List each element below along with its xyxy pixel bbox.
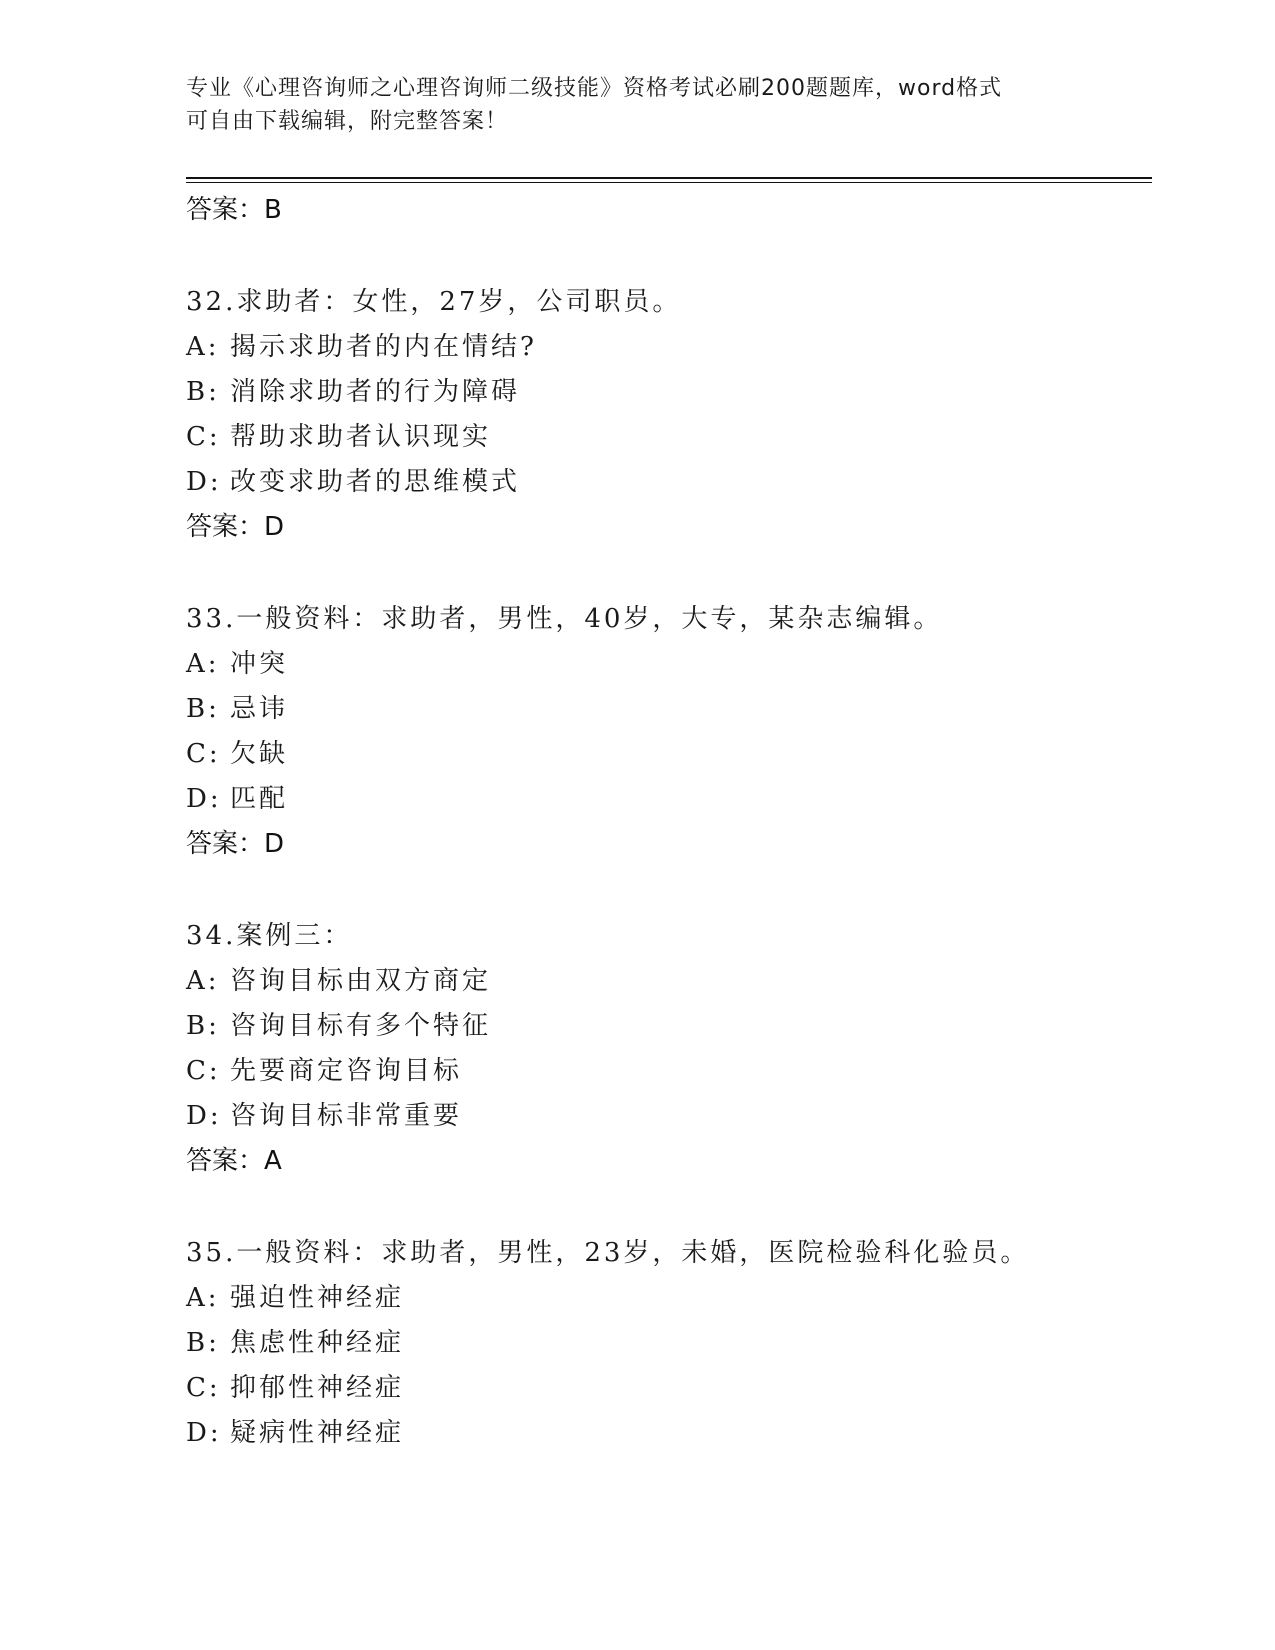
option-letter: C: <box>186 1373 221 1403</box>
question-33-stem: 33.一般资料：求助者，男性，40岁，大专，某杂志编辑。 <box>186 604 943 634</box>
question-34-option-b <box>186 1004 1152 1049</box>
question-33-option-d <box>186 777 1152 822</box>
question-35-option-a <box>186 1276 1152 1321</box>
option-text: 强迫性神经症 <box>230 1283 405 1313</box>
question-34-option-a <box>186 959 1152 1004</box>
option-text: 冲突 <box>230 649 289 679</box>
header-divider-thin <box>186 182 1152 183</box>
option-text: 欠缺 <box>230 739 289 769</box>
option-letter: A: <box>186 966 220 996</box>
question-33-option-c <box>186 732 1152 777</box>
answer-32: 答案：D <box>186 512 285 542</box>
question-35-option-d <box>186 1411 1152 1456</box>
option-text: 揭示求助者的内在情结? <box>230 332 537 362</box>
document-header <box>186 72 1086 138</box>
option-letter: C: <box>186 1056 221 1086</box>
question-32-stem: 32.求助者：女性，27岁，公司职员。 <box>186 287 682 317</box>
option-letter: D: <box>186 467 222 497</box>
option-letter: D: <box>186 1101 222 1131</box>
option-letter: B: <box>186 694 220 724</box>
question-33-option-a <box>186 642 1152 687</box>
option-letter: D: <box>186 1418 222 1448</box>
option-text: 忌讳 <box>230 694 289 724</box>
option-letter: D: <box>186 784 222 814</box>
spacer <box>186 550 1152 597</box>
question-34-option-c <box>186 1049 1152 1094</box>
option-text: 匹配 <box>230 784 289 814</box>
option-text: 咨询目标有多个特征 <box>230 1011 492 1041</box>
option-letter: A: <box>186 649 220 679</box>
option-text: 帮助求助者认识现实 <box>230 422 492 452</box>
question-35-stem: 35.一般资料：求助者，男性，23岁，未婚，医院检验科化验员。 <box>186 1238 1030 1268</box>
option-letter: C: <box>186 739 221 769</box>
option-letter: A: <box>186 332 220 362</box>
question-32-option-a <box>186 325 1152 370</box>
option-letter: B: <box>186 377 220 407</box>
question-35-option-b <box>186 1321 1152 1366</box>
answer-33: 答案：D <box>186 829 285 859</box>
spacer <box>186 233 1152 280</box>
option-text: 先要商定咨询目标 <box>230 1056 463 1086</box>
spacer <box>186 867 1152 914</box>
option-text: 消除求助者的行为障碍 <box>230 377 521 407</box>
option-letter: A: <box>186 1283 220 1313</box>
question-32-option-d <box>186 460 1152 505</box>
header-divider-thick <box>186 177 1152 179</box>
question-33-option-b <box>186 687 1152 732</box>
question-32-option-b <box>186 370 1152 415</box>
question-35-option-c <box>186 1366 1152 1411</box>
option-text: 咨询目标非常重要 <box>230 1101 463 1131</box>
question-list <box>186 188 1152 1456</box>
option-letter: C: <box>186 422 221 452</box>
option-letter: B: <box>186 1011 220 1041</box>
answer-34: 答案：A <box>186 1146 282 1176</box>
option-text: 焦虑性种经症 <box>230 1328 405 1358</box>
option-letter: B: <box>186 1328 220 1358</box>
header-title-line-1: 专业《心理咨询师之心理咨询师二级技能》资格考试必刷200题题库，word格式 <box>186 76 1003 101</box>
header-title-line-2: 可自由下载编辑，附完整答案！ <box>186 109 509 134</box>
option-text: 抑郁性神经症 <box>230 1373 405 1403</box>
option-text: 疑病性神经症 <box>230 1418 405 1448</box>
answer-31: 答案：B <box>186 195 282 225</box>
option-text: 咨询目标由双方商定 <box>230 966 492 996</box>
option-text: 改变求助者的思维模式 <box>230 467 521 497</box>
question-34-stem: 34.案例三： <box>186 921 353 951</box>
question-32-option-c <box>186 415 1152 460</box>
spacer <box>186 1184 1152 1231</box>
question-34-option-d <box>186 1094 1152 1139</box>
